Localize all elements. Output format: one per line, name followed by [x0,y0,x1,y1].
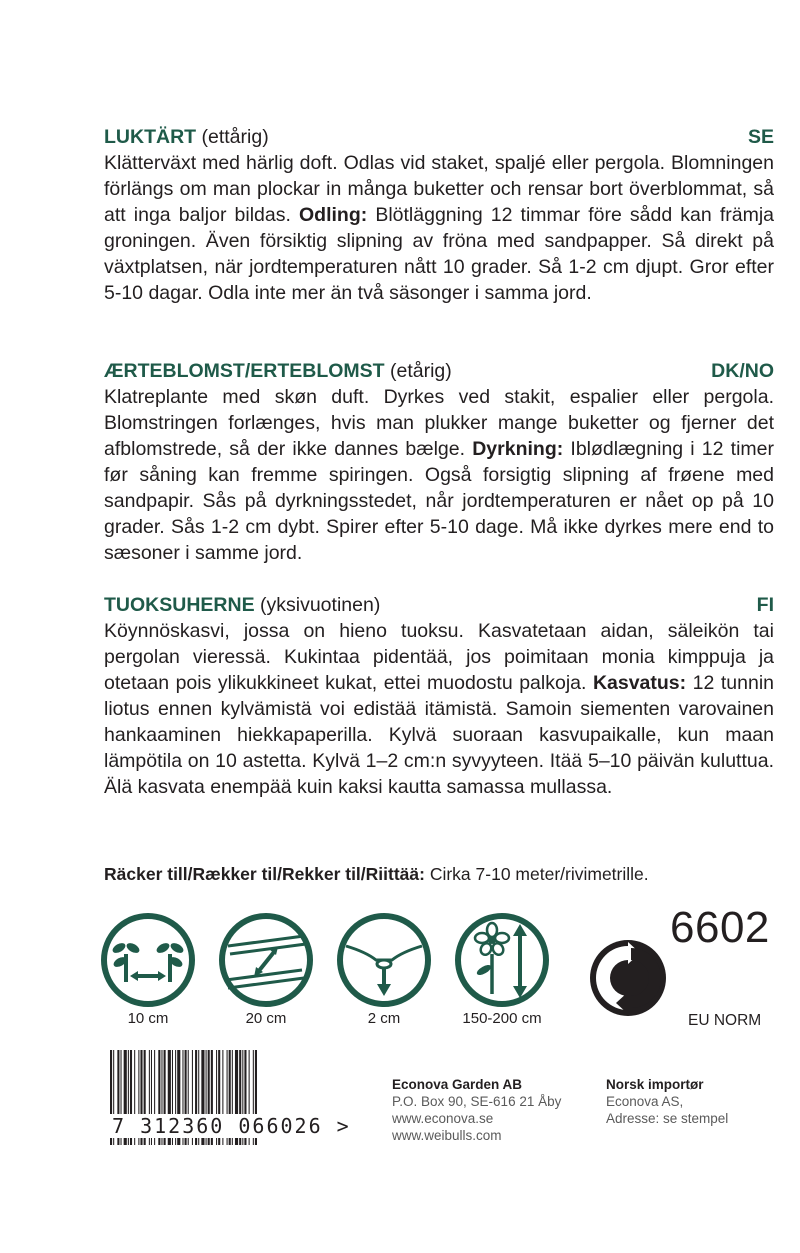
section-header [104,592,774,618]
green-dot-recycling-icon [588,938,668,1018]
barcode-number: 7 312360 066026 > [112,1114,351,1138]
body-text-a: Klatreplante med skøn duft. Dyrkes ved stakit, espalier eller pergola. Blomstringen forlænges, hvis man plukker mange buketter og fjerner det afblomstrede, så der ikke dannes bælge. [104,386,774,460]
section-title-group [104,358,452,384]
sender-address [392,1076,561,1144]
section-title: ÆRTEBLOMST/ERTEBLOMST [104,360,385,382]
section-body [104,384,774,566]
body-keyword: Odling: [299,204,368,226]
body-text-b: Iblødlægning i 12 timer før såning kan fremme spiringen. Også forsigtig slipning af frøene med sandpapir. Sås på dyrkningsstedet, når jordtemperaturen er nået op på 10 grader. Sås 1-2 cm dybt. Spirer efter 5-10 dage. Må ikke dyrkes mere end to sæsoner i samme jord. [104,438,775,564]
sender-website-2: www.weibulls.com [392,1128,502,1143]
plant-spacing-label: 10 cm [127,1010,169,1027]
body-keyword: Kasvatus: [592,672,687,694]
sowing-depth-label: 2 cm [367,1010,401,1027]
yield-label: Räcker till/Rækker til/Rekker til/Riittää: [104,864,425,884]
body-text-a: Köynnöskasvi, jossa on hieno tuoksu. Kasvatetaan aidan, säleikön tai pergolan vieressä. Kukintaa pidentää, jos poimitaan monia kimppuja ja otetaan pois ylikukkineet kukat, ettei muodostu palkoja. [104,620,774,694]
section-body [104,150,774,306]
plant-height-label: 150-200 cm [462,1010,542,1027]
importer-postal-address: Adresse: se stempel [606,1111,729,1126]
body-text-a: Klätterväxt med härlig doft. Odlas vid staket, spaljé eller pergola. Blomningen förlängs om man plockar in många buketter och rensar bort överblommat, så att inga baljor bildas. [104,152,774,226]
sender-company: Econova Garden AB [392,1077,523,1092]
yield-value: Cirka 7-10 meter/rivimetrille. [424,864,649,884]
eu-norm-label: EU NORM [688,1012,762,1029]
language-code: SE [747,126,774,148]
section-header [104,124,774,150]
product-code: 6602 [670,903,770,952]
body-text-b: 12 tunnin liotus ennen kylvämistä voi edistää itämistä. Samoin siementen varovainen hankaaminen hiekkapaperilla. Kylvä suoraan kasvupaikalle, kun maan lämpötila on 10 astetta. Kylvä 1–2 cm:n syvyyteen. Itää 5–10 päivän kuluttua. Älä kasvata enempää kuin kaksi kautta samassa mullassa. [104,672,774,798]
section-title-group [104,124,269,150]
section-danish-norwegian [104,358,774,566]
sender-website-1: www.econova.se [392,1111,494,1126]
section-header [104,358,774,384]
importer-company: Econova AS, [606,1094,684,1109]
importer-heading: Norsk importør [606,1077,704,1092]
section-subtitle: (etårig) [390,360,452,382]
section-subtitle: (ettårig) [201,126,269,148]
section-subtitle: (yksivuotinen) [260,594,381,616]
section-title: LUKTÄRT [104,126,197,148]
section-body [104,618,774,800]
plant-spacing-icon [100,912,196,1008]
row-spacing-label: 20 cm [245,1010,287,1027]
section-finnish [104,592,774,800]
section-swedish [104,124,774,306]
yield-line [104,862,649,886]
language-code: DK/NO [711,360,774,382]
body-text-b: Blötläggning 12 timmar före sådd kan främja groningen. Även försiktig slipning av fröna med sandpapper. Så direkt på växtplatsen, när jordtemperaturen nått 10 grader. Så 1-2 cm djupt. Gror efter 5-10 dagar. Odla inte mer än två säsonger i samma jord. [104,204,775,304]
language-code: FI [756,594,774,616]
row-spacing-icon [218,912,314,1008]
sowing-depth-icon [336,912,432,1008]
sender-postal-address: P.O. Box 90, SE-616 21 Åby [392,1094,562,1109]
section-title: TUOKSUHERNE [104,594,255,616]
body-keyword: Dyrkning: [472,438,564,460]
plant-height-icon [454,912,550,1008]
importer-address [606,1076,728,1127]
section-title-group [104,592,380,618]
